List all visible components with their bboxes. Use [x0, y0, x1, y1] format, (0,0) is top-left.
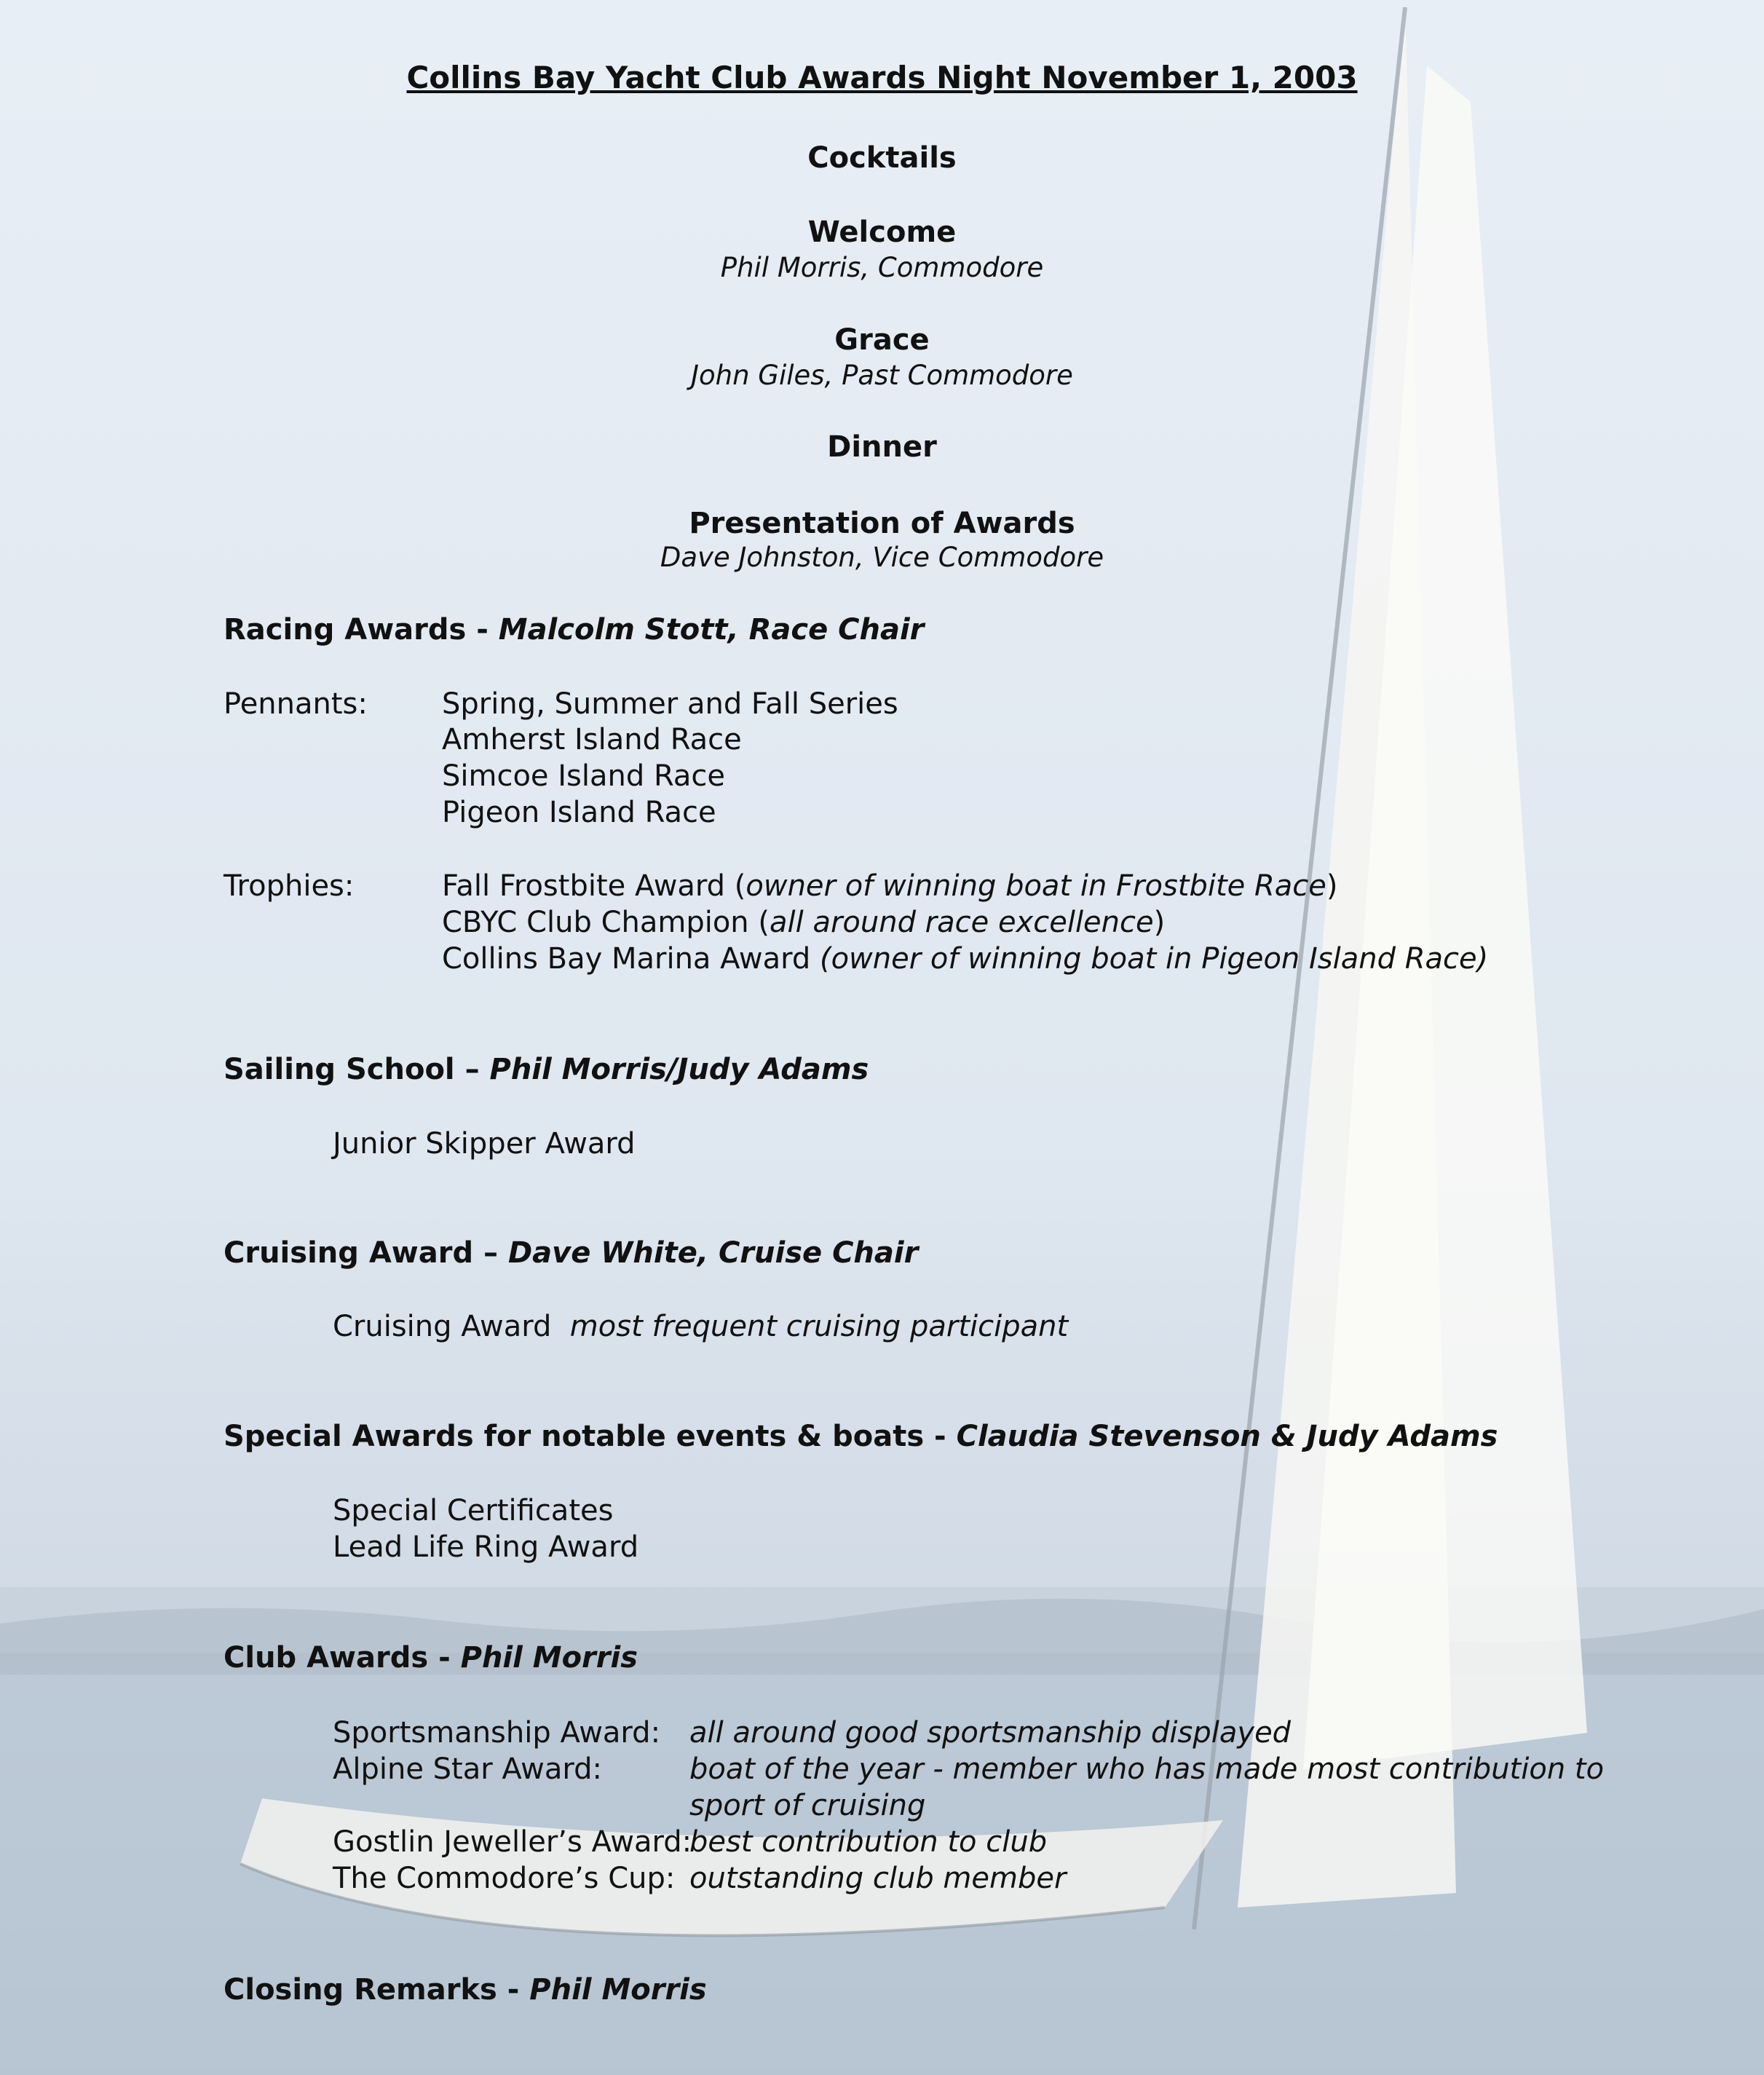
trophy-item	[442, 906, 1165, 939]
dinner-heading: Dinner	[827, 430, 937, 464]
pennant-item: Pigeon Island Race	[442, 796, 716, 829]
presentation-speaker: Dave Johnston, Vice Commodore	[660, 542, 1104, 573]
closing-remarks-heading	[224, 1973, 707, 2007]
club-label: Club Awards -	[224, 1641, 461, 1675]
trophy-note: owner of winning boat in Frostbite Race	[745, 869, 1326, 903]
cruising-item-note: most frequent cruising participant	[569, 1310, 1069, 1343]
club-awards-heading	[224, 1641, 638, 1675]
closing-label: Closing Remarks -	[224, 1973, 530, 2007]
pennant-item: Spring, Summer and Fall Series	[442, 687, 898, 721]
club-award-desc: boat of the year - member who has made most contribution to	[689, 1752, 1605, 1786]
special-item: Lead Life Ring Award	[333, 1530, 639, 1564]
trophy-note: all around race excellence	[769, 906, 1154, 939]
special-item: Special Certificates	[333, 1494, 614, 1527]
trophy-close: )	[1326, 869, 1338, 903]
special-chair: Claudia Stevenson & Judy Adams	[956, 1420, 1498, 1453]
racing-awards-heading	[224, 613, 924, 647]
pennant-item: Simcoe Island Race	[442, 759, 726, 793]
trophies-label: Trophies:	[224, 869, 355, 903]
cruising-item	[333, 1310, 1068, 1343]
welcome-speaker: Phil Morris, Commodore	[720, 252, 1044, 283]
trophy-close: )	[1153, 906, 1166, 939]
cruising-item-name: Cruising Award	[333, 1310, 552, 1343]
club-award-desc-continued: sport of cruising	[689, 1789, 926, 1822]
club-award-name: Gostlin Jeweller’s Award:	[333, 1825, 692, 1859]
cruising-chair: Dave White, Cruise Chair	[507, 1236, 919, 1270]
presentation-heading: Presentation of Awards	[689, 507, 1075, 540]
club-award-name: The Commodore’s Cup:	[333, 1862, 676, 1895]
grace-speaker: John Giles, Past Commodore	[691, 360, 1073, 391]
trophy-name: Fall Frostbite Award (	[442, 869, 746, 903]
sailing-school-label: Sailing School –	[224, 1053, 490, 1086]
special-label: Special Awards for notable events & boats -	[224, 1420, 957, 1453]
closing-speaker: Phil Morris	[529, 1973, 707, 2007]
club-award-desc: all around good sportsmanship displayed	[689, 1716, 1292, 1750]
cocktails-heading: Cocktails	[807, 141, 957, 175]
page-title: Collins Bay Yacht Club Awards Night November 1, 2003	[406, 60, 1358, 95]
club-award-name: Alpine Star Award:	[333, 1752, 602, 1786]
grace-heading: Grace	[834, 323, 930, 357]
trophy-name: CBYC Club Champion (	[442, 906, 770, 939]
sailing-school-item: Junior Skipper Award	[333, 1127, 636, 1161]
cruising-label: Cruising Award –	[224, 1236, 508, 1270]
racing-chair: Malcolm Stott, Race Chair	[498, 613, 925, 647]
pennant-item: Amherst Island Race	[442, 723, 742, 756]
club-chair: Phil Morris	[460, 1641, 638, 1675]
trophy-note: (owner of winning boat in Pigeon Island Race)	[819, 942, 1489, 976]
club-award-desc: best contribution to club	[689, 1825, 1048, 1859]
sailing-school-heading	[224, 1053, 869, 1086]
sailing-school-chair: Phil Morris/Judy Adams	[489, 1053, 869, 1086]
club-award-name: Sportsmanship Award:	[333, 1716, 661, 1750]
pennants-label: Pennants:	[224, 687, 368, 721]
trophy-item	[442, 942, 1488, 976]
trophy-item	[442, 869, 1338, 903]
welcome-heading: Welcome	[807, 216, 957, 249]
special-awards-heading	[224, 1420, 1498, 1453]
trophy-name: Collins Bay Marina Award	[442, 942, 820, 976]
club-award-desc: outstanding club member	[689, 1862, 1067, 1895]
racing-heading-label: Racing Awards -	[224, 613, 499, 647]
cruising-award-heading	[224, 1236, 918, 1270]
